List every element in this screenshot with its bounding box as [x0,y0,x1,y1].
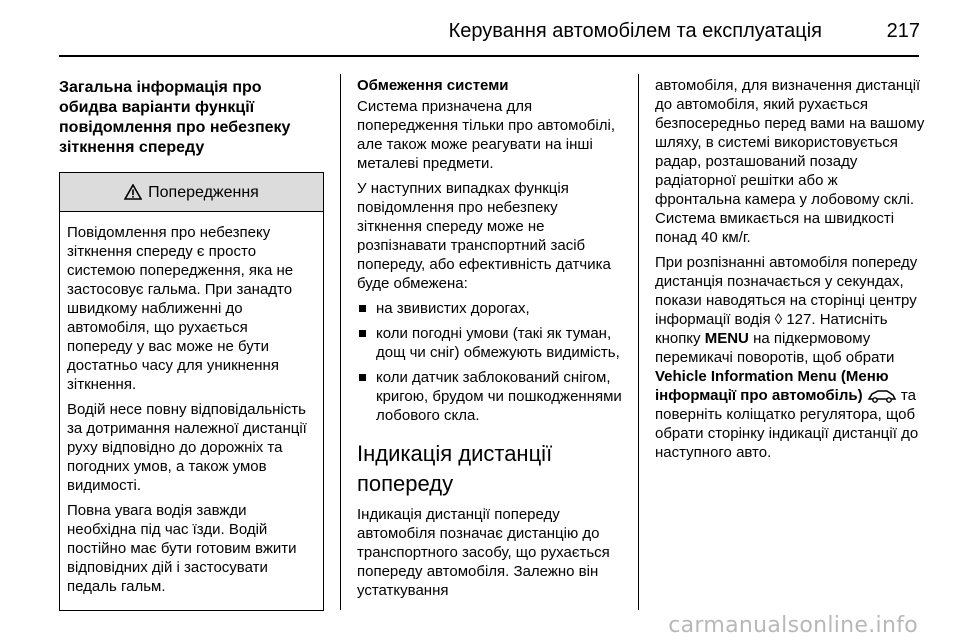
vehicle-info-icon [867,389,897,403]
column-3 [655,76,925,468]
text-run: та поверніть коліщатко регулятора, щоб обрати сторінку індикації дистанції до наступного авто. [655,387,919,461]
column-divider [340,74,341,610]
menu-key-label: MENU [704,330,749,347]
page-header-title: Керування автомобілем та експлуатація [448,20,822,42]
column-1 [59,76,324,611]
warning-heading: Попередження [148,183,259,201]
warning-paragraph: Повна увага водія завжди необхідна під час їзди. Водій постійно має бути готовим вжити відповідних дій і застосувати педаль гальм. [67,502,297,595]
list-item: коли датчик заблокований снігом, кригою, брудом чи пошкодженнями лобового скла. [357,368,622,425]
menu-item-label: Vehicle Information Menu (Меню інформації про автомобіль) [655,368,889,404]
page-number: 217 [886,20,920,42]
warning-paragraph: Водій несе повну відповідальність за дотримання належної дистанції руху відповідно до дорожніх та погодних умов, а також умов видимості. [67,401,307,494]
watermark: carmanualsonline.info [668,613,918,638]
list-item: на звивистих дорогах, [357,299,622,318]
page-reference-number: 127 [786,311,812,328]
bullet-list [357,299,622,425]
paragraph: Система призначена для попередження тільки про автомобілі, але також може реагувати на інші металеві предмети. [357,98,615,172]
warning-box [59,172,324,611]
list-item: коли погодні умови (такі як туман, дощ чи сніг) обмежують видимість, [357,324,622,362]
header-divider [59,55,919,57]
paragraph [655,253,925,462]
section-title: Загальна інформація про обидва варіанти функції повідомлення про небезпеку зіткнення спереду [59,79,291,156]
text-run: . Натисніть кнопку [655,311,888,347]
column-divider [638,74,639,610]
subheading-system-limits: Обмеження системи [357,77,509,94]
paragraph: У наступних випадках функція повідомлення про небезпеку зіткнення спереду може не розпізнавати транспортний засіб попереду, або ефективність датчика буде обмежена: [357,180,611,292]
paragraph: автомобіля, для визначення дистанції до автомобіля, який рухається безпосередньо перед вами на вашому шляху, в системі використовується радар, розташований позаду радіаторної решітки або ж фронтальна камера у лобовому склі. Система вмикається на швидкості понад 40 км/г. [655,77,925,246]
warning-triangle-icon [124,184,142,200]
warning-paragraph: Повідомлення про небезпеку зіткнення спереду є просто системою попередження, яка не застосовує гальма. При занадто швидкому наближенні до автомобіля, що рухається попереду у вас може не бути достатньо часу для уникнення зіткнення. [67,224,294,393]
paragraph: Індикація дистанції попереду автомобіля позначає дистанцію до транспортного засобу, що рухається попереду автомобіля. Залежно він устаткування [357,506,610,599]
text-run: на підкермовому перемикачі поворотів, щоб обрати [655,330,895,366]
warning-body [60,212,323,610]
page-reference-arrow: ◊ [774,311,783,328]
column-2 [357,76,622,606]
text-run: При розпізнанні автомобіля попереду дистанція позначається у секундах, покази наводяться на сторінці центру інформації водія [655,254,918,328]
warning-header [60,173,323,212]
section-heading-distance: Індикація дистанції попереду [357,441,553,496]
